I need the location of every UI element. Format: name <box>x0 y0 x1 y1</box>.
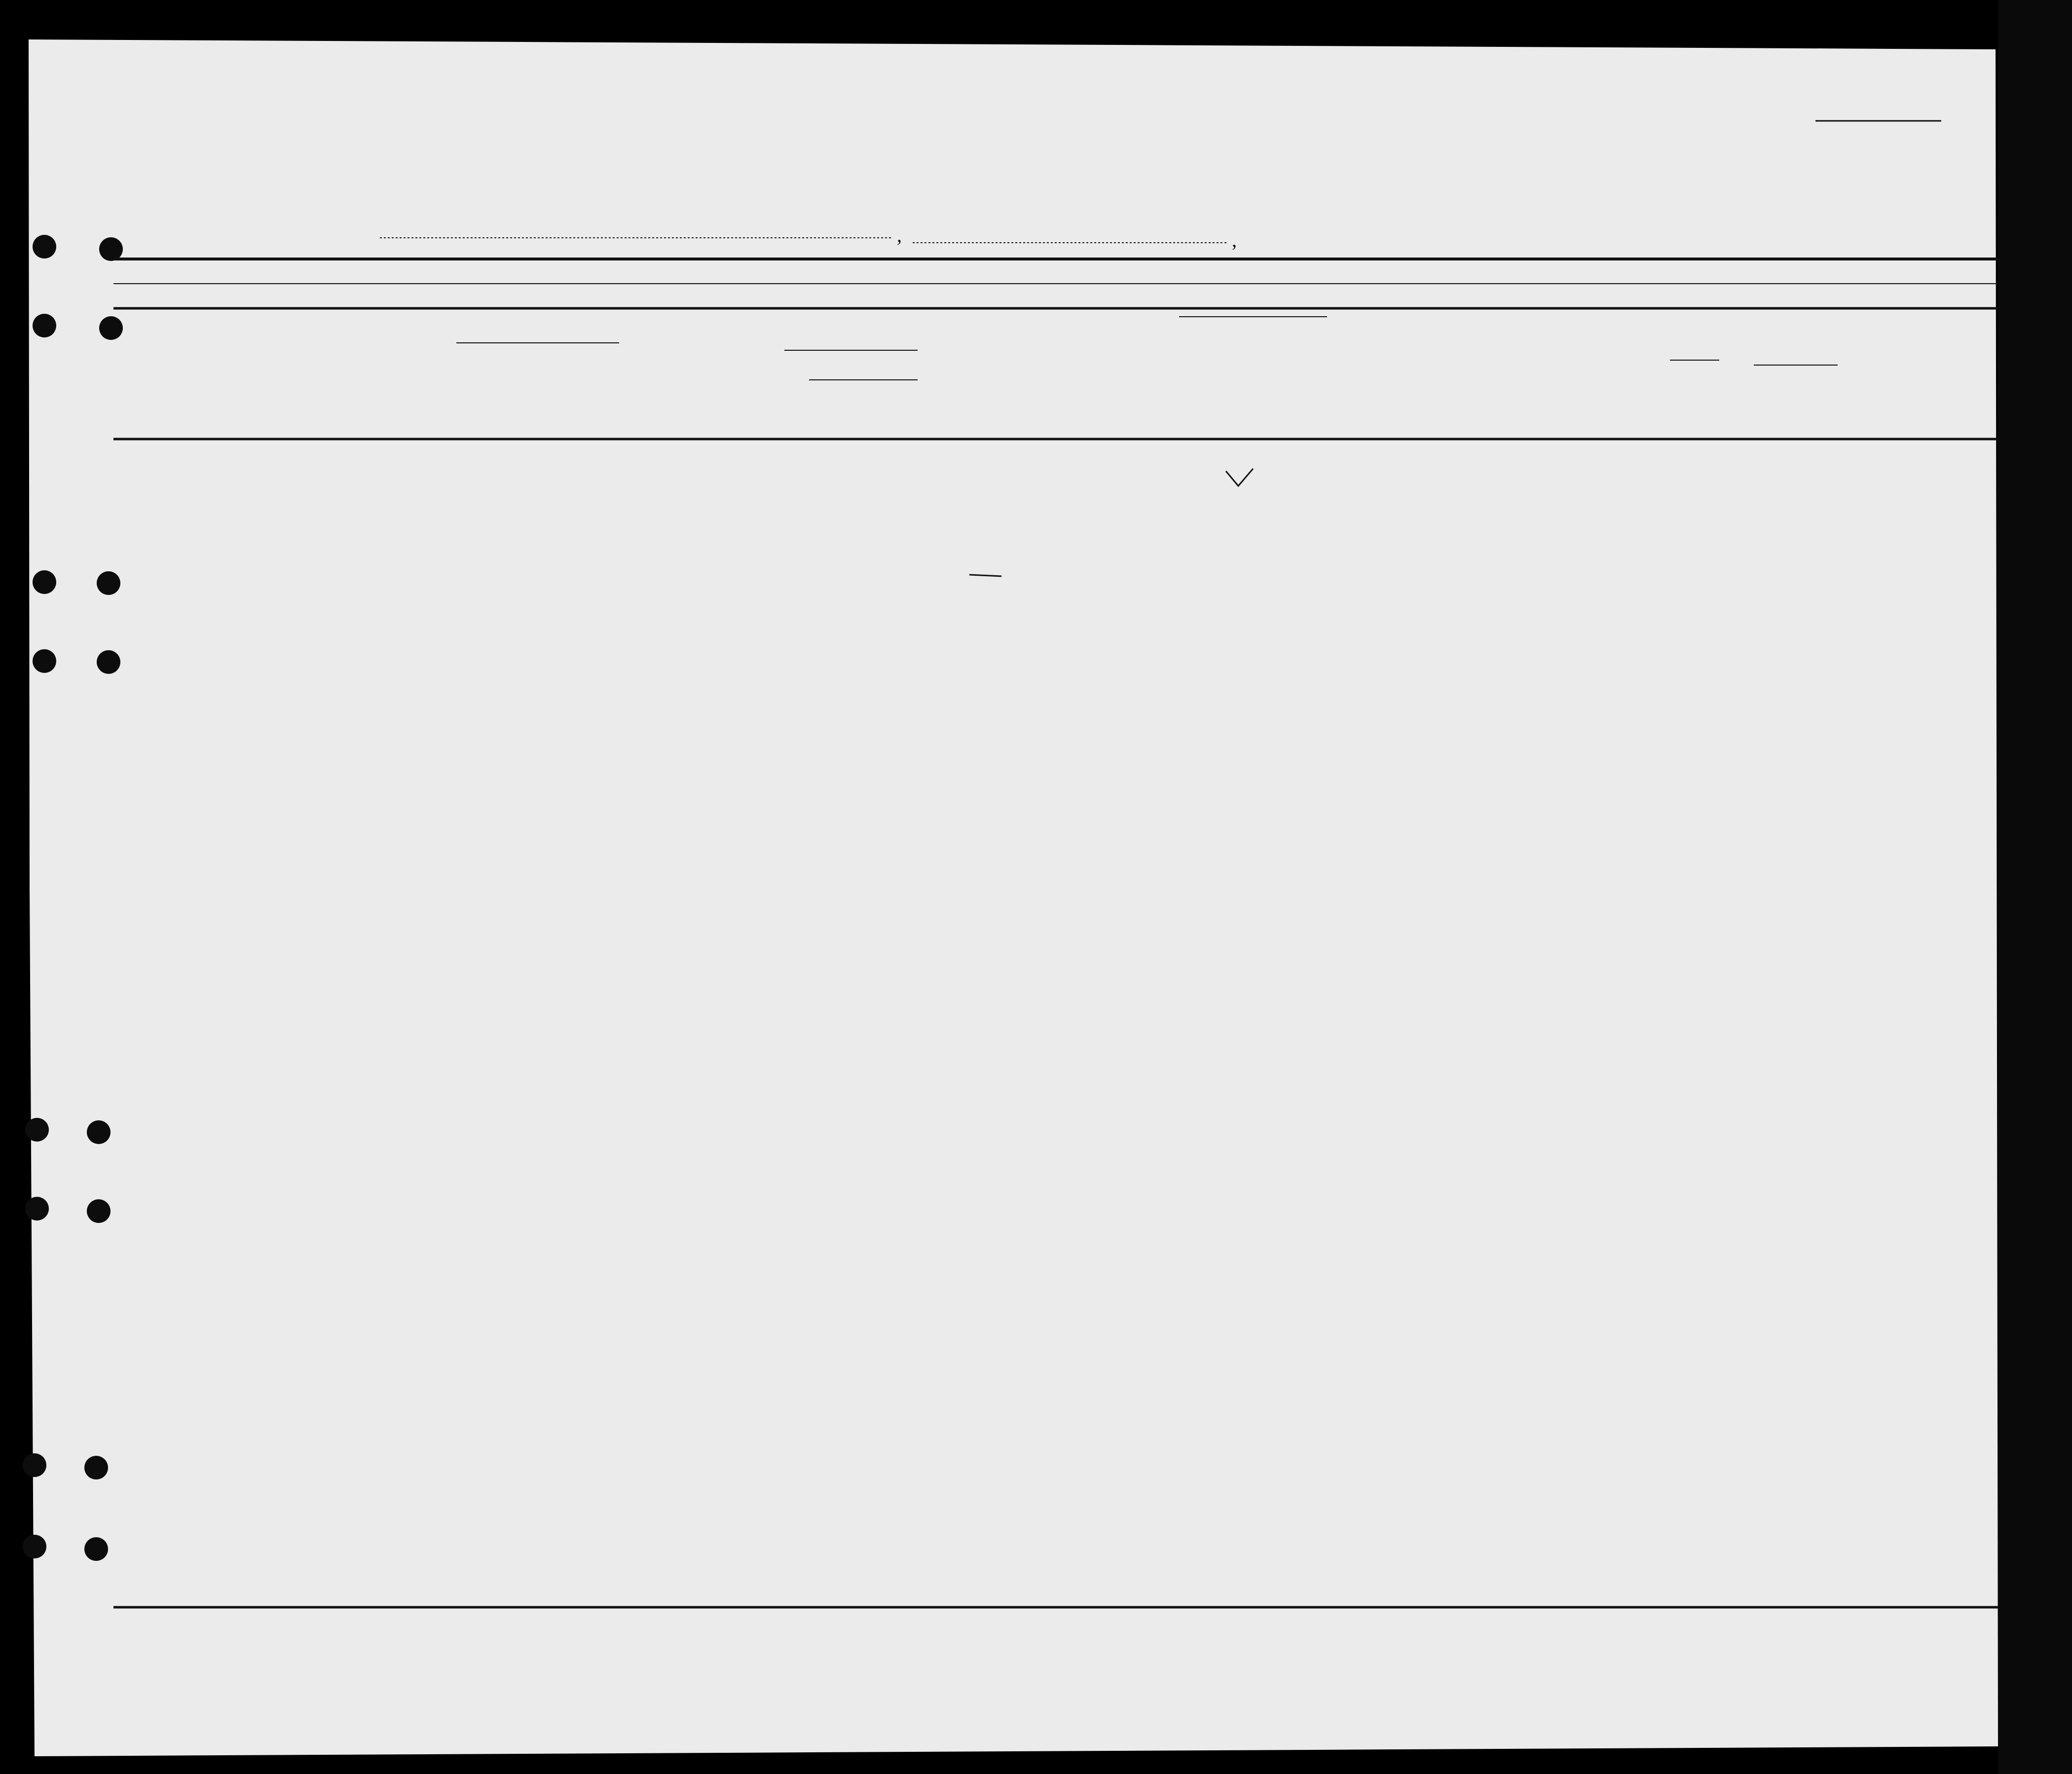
scan-border <box>1998 0 2072 1774</box>
svg-text:,: , <box>1232 229 1237 251</box>
paper <box>29 39 1998 1756</box>
svg-text:,: , <box>897 224 902 246</box>
